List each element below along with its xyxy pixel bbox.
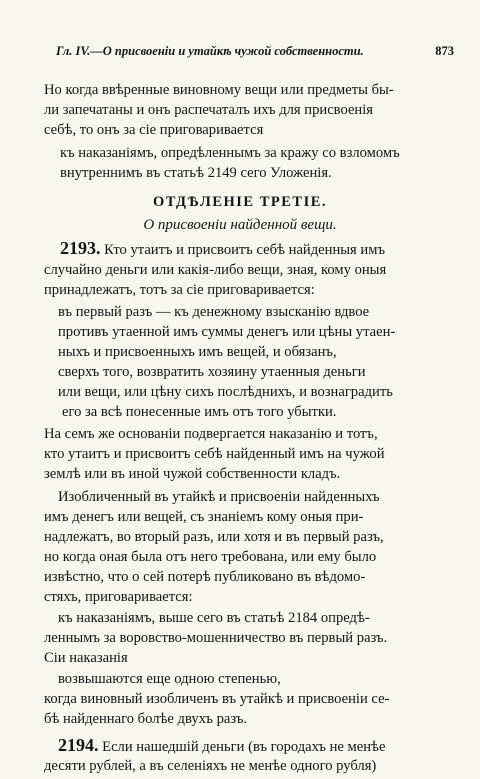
text-line: противъ утаенной имъ суммы денегъ или цѣны утаен-	[58, 324, 396, 340]
text-line: надлежатъ, во вторый разъ, или хотя и въ первый разъ,	[44, 529, 384, 545]
text-line: принадлежатъ, тотъ за сіе приговаривается:	[44, 282, 315, 298]
text-line: его за всѣ понесенные имъ отъ того убытки.	[62, 404, 337, 420]
article-2194-line: 2194. Если нашедшій деньги (въ городахъ не менѣе	[58, 735, 386, 755]
text-line: но когда оная была отъ него требована, или ему было	[44, 549, 377, 565]
text-line: кто утаитъ и присвоитъ себѣ найденный имъ на чужой	[44, 446, 385, 462]
text-line: себѣ, то онъ за сіе приговаривается	[44, 122, 264, 138]
text-line: или вещи, или цѣну сихъ послѣднихъ, и вознаградить	[58, 384, 393, 400]
running-title: Гл. IV.—О присвоеніи и утайкѣ чужой собственности.	[56, 44, 364, 58]
article-number: 2193.	[60, 238, 101, 258]
text-line: На семъ же основаніи подвергается наказанію и тотъ,	[44, 426, 378, 442]
running-header	[56, 44, 454, 59]
page-number: 873	[435, 44, 454, 58]
text-line: Но когда ввѣренные виновному вещи или предметы бы-	[44, 82, 394, 98]
text-line: возвышаются еще одною степенью,	[58, 671, 281, 687]
text-line: извѣстно, что о сей потерѣ публиковано въ вѣдомо-	[44, 569, 366, 585]
text-line: бѣ найденнаго болѣе двухъ разъ.	[44, 711, 248, 727]
text-line: леннымъ за воровство-мошенничество въ первый разъ.	[44, 630, 388, 646]
text-line: имъ денегъ или вещей, съ знаніемъ кому оныя при-	[44, 509, 364, 525]
article-number: 2194.	[58, 735, 99, 755]
section-heading: ОТДѢЛЕНІЕ ТРЕТІЕ.	[152, 194, 328, 210]
text-line: въ первый разъ — къ денежному взысканію вдвое	[58, 304, 370, 320]
text-line: къ наказаніямъ, выше сего въ статьѣ 2184 опредѣ-	[58, 610, 370, 626]
section-subheading: О присвоеніи найденной вещи.	[143, 217, 337, 233]
text-line: землѣ или въ иной чужой собственности кладъ.	[44, 466, 341, 482]
text-line: къ наказаніямъ, опредѣленнымъ за кражу со взломомъ	[60, 145, 400, 161]
text-line: внутреннимъ въ статьѣ 2149 сего Уложенія.	[60, 165, 332, 181]
text-line: десяти рублей, а въ селеніяхъ не менѣе одного рубля)	[44, 758, 377, 774]
text-line: сверхъ того, возвратить хозяину утаенныя деньги	[58, 364, 366, 380]
text-line: Сіи наказанія	[44, 650, 128, 666]
text-line: ныхъ и присвоенныхъ имъ вещей, и обязанъ,	[58, 344, 337, 360]
text-line: стяхъ, приговаривается:	[44, 589, 193, 605]
text-line: когда виновный изобличенъ въ утайкѣ и присвоеніи се-	[44, 691, 390, 707]
text-line: случайно деньги или какія-либо вещи, зная, кому оныя	[44, 262, 387, 278]
article-2193-line: 2193. Кто утаитъ и присвоитъ себѣ найденныя имъ	[60, 238, 386, 258]
text-line: Изобличенный въ утайкѣ и присвоеніи найденныхъ	[58, 489, 380, 505]
text-line: ли запечатаны и онъ распечаталъ ихъ для присвоенія	[44, 102, 373, 118]
